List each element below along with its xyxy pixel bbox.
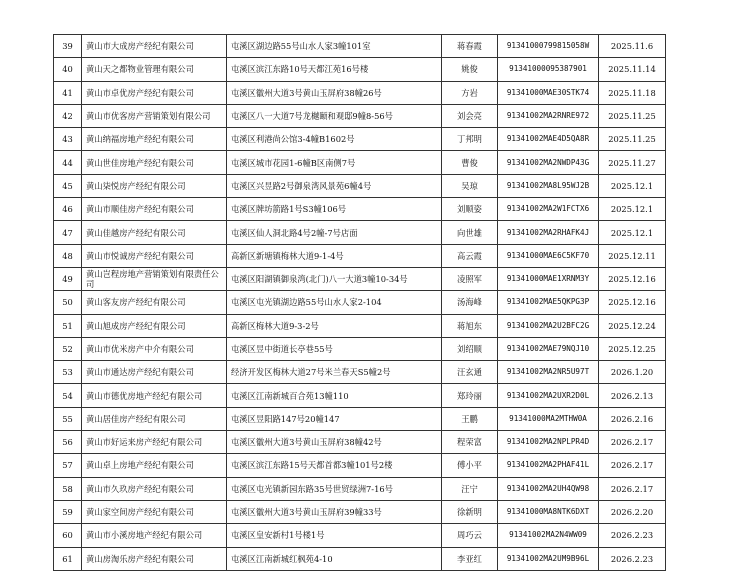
table-row xyxy=(54,547,666,570)
row-number: 46 xyxy=(54,198,82,221)
contact-person: 徐新明 xyxy=(442,500,498,523)
row-number: 53 xyxy=(54,361,82,384)
table-row xyxy=(54,58,666,81)
table-row xyxy=(54,477,666,500)
table-row xyxy=(54,291,666,314)
credit-code: 91341002MA2U2BFC2G xyxy=(498,314,599,337)
registration-date: 2025.12.1 xyxy=(599,174,666,197)
credit-code: 91341002MA2RHAFK4J xyxy=(498,221,599,244)
table-row xyxy=(54,81,666,104)
credit-code: 91341000MA8NTK6DXT xyxy=(498,500,599,523)
table-row xyxy=(54,361,666,384)
table-row xyxy=(54,128,666,151)
credit-code: 91341000MAE1XRNM3Y xyxy=(498,267,599,290)
company-name: 黄山市德优房地产经纪有限公司 xyxy=(82,384,227,407)
credit-code: 91341002MA2N4WW09 xyxy=(498,524,599,547)
credit-code: 91341002MA2RNRE972 xyxy=(498,104,599,127)
credit-code: 91341002MAE5QKPG3P xyxy=(498,291,599,314)
row-number: 41 xyxy=(54,81,82,104)
company-address: 屯溪区兴昱路2号御泉湾风景苑6幢4号 xyxy=(227,174,442,197)
company-name: 黄山佳越房产经纪有限公司 xyxy=(82,221,227,244)
company-name: 黄山市通达房产经纪有限公司 xyxy=(82,361,227,384)
registration-date: 2025.12.25 xyxy=(599,337,666,360)
table-row xyxy=(54,454,666,477)
registration-date: 2026.2.17 xyxy=(599,477,666,500)
registration-date: 2026.2.23 xyxy=(599,524,666,547)
company-name: 黄山纳福房地产经纪有限公司 xyxy=(82,128,227,151)
row-number: 42 xyxy=(54,104,82,127)
contact-person: 王鹏 xyxy=(442,407,498,430)
table-row xyxy=(54,244,666,267)
row-number: 49 xyxy=(54,267,82,290)
company-name: 黄山市悦诚房产经纪有限公司 xyxy=(82,244,227,267)
company-name: 黄山居佳房产经纪有限公司 xyxy=(82,407,227,430)
contact-person: 蒋春霞 xyxy=(442,35,498,58)
contact-person: 傅小平 xyxy=(442,454,498,477)
contact-person: 丁邦明 xyxy=(442,128,498,151)
row-number: 56 xyxy=(54,431,82,454)
registration-date: 2025.11.14 xyxy=(599,58,666,81)
contact-person: 汪宁 xyxy=(442,477,498,500)
company-address: 屯溪区阳湖镇御泉湾(北门)八一大道3幢10-34号 xyxy=(227,267,442,290)
company-address: 屯溪区屯光镇新园东路35号世贸绿洲7-16号 xyxy=(227,477,442,500)
table-row xyxy=(54,198,666,221)
company-address: 屯溪区仙人洞北路4号2幢-7号店面 xyxy=(227,221,442,244)
company-address: 高新区新塘镇梅林大道9-1-4号 xyxy=(227,244,442,267)
company-name: 黄山岂程房地产营销策划有限责任公司 xyxy=(82,267,227,290)
credit-code: 91341002MA8L95WJ2B xyxy=(498,174,599,197)
registration-date: 2025.11.6 xyxy=(599,35,666,58)
row-number: 55 xyxy=(54,407,82,430)
company-name: 黄山世佳房地产经纪有限公司 xyxy=(82,151,227,174)
row-number: 51 xyxy=(54,314,82,337)
registration-date: 2025.12.1 xyxy=(599,198,666,221)
credit-code: 91341000MA2MTHW0A xyxy=(498,407,599,430)
company-address: 屯溪区屯光镇湖边路55号山水人家2-104 xyxy=(227,291,442,314)
company-address: 屯溪区皇安新村1号楼1号 xyxy=(227,524,442,547)
company-address: 屯溪区徽州大道3号黄山玉屏府38幢26号 xyxy=(227,81,442,104)
row-number: 39 xyxy=(54,35,82,58)
contact-person: 刘会亮 xyxy=(442,104,498,127)
credit-code: 91341002MA2PHAF41L xyxy=(498,454,599,477)
contact-person: 吴琼 xyxy=(442,174,498,197)
company-address: 屯溪区八一大道7号龙樾颐和观邸9幢8-56号 xyxy=(227,104,442,127)
row-number: 52 xyxy=(54,337,82,360)
company-name: 黄山市小溪房地产经纪有限公司 xyxy=(82,524,227,547)
row-number: 40 xyxy=(54,58,82,81)
credit-code: 91341002MAE79NQJ10 xyxy=(498,337,599,360)
company-name: 黄山市优米房产中介有限公司 xyxy=(82,337,227,360)
credit-code: 91341002MA2NR5U97T xyxy=(498,361,599,384)
registration-date: 2025.11.25 xyxy=(599,104,666,127)
row-number: 61 xyxy=(54,547,82,570)
registration-date: 2026.2.13 xyxy=(599,384,666,407)
contact-person: 汪玄通 xyxy=(442,361,498,384)
table-row xyxy=(54,314,666,337)
table-row xyxy=(54,384,666,407)
registration-table xyxy=(53,34,666,571)
row-number: 54 xyxy=(54,384,82,407)
row-number: 47 xyxy=(54,221,82,244)
company-address: 屯溪区徽州大道3号黄山玉屏府38幢42号 xyxy=(227,431,442,454)
company-address: 高新区梅林大道9-3-2号 xyxy=(227,314,442,337)
registration-date: 2025.12.16 xyxy=(599,267,666,290)
company-name: 黄山市优客房产营销策划有限公司 xyxy=(82,104,227,127)
table-row xyxy=(54,267,666,290)
credit-code: 91341002MAE4D5QA8R xyxy=(498,128,599,151)
table-row xyxy=(54,407,666,430)
company-address: 屯溪区江南新城红枫苑4-10 xyxy=(227,547,442,570)
contact-person: 方岩 xyxy=(442,81,498,104)
row-number: 45 xyxy=(54,174,82,197)
credit-code: 91341002MA2UM9B96L xyxy=(498,547,599,570)
company-name: 黄山客友房产经纪有限公司 xyxy=(82,291,227,314)
company-address: 屯溪区利港尚公馆3-4幢B1602号 xyxy=(227,128,442,151)
table-body xyxy=(54,35,666,571)
contact-person: 汤海峰 xyxy=(442,291,498,314)
registration-date: 2026.2.20 xyxy=(599,500,666,523)
credit-code: 91341002MA2NPLPR4D xyxy=(498,431,599,454)
registration-date: 2025.12.1 xyxy=(599,221,666,244)
registration-date: 2025.12.16 xyxy=(599,291,666,314)
credit-code: 91341000MAE30STK74 xyxy=(498,81,599,104)
contact-person: 郑玲丽 xyxy=(442,384,498,407)
row-number: 59 xyxy=(54,500,82,523)
company-name: 黄山卓上房地产经纪有限公司 xyxy=(82,454,227,477)
registration-date: 2025.12.11 xyxy=(599,244,666,267)
credit-code: 91341002MA2UH4QW98 xyxy=(498,477,599,500)
registration-date: 2026.2.23 xyxy=(599,547,666,570)
credit-code: 91341000095387901 xyxy=(498,58,599,81)
contact-person: 蒋旭东 xyxy=(442,314,498,337)
table-row xyxy=(54,174,666,197)
contact-person: 李亚红 xyxy=(442,547,498,570)
company-name: 黄山柒悦房产经纪有限公司 xyxy=(82,174,227,197)
company-address: 屯溪区昱中街道长亭巷55号 xyxy=(227,337,442,360)
table-row xyxy=(54,524,666,547)
row-number: 44 xyxy=(54,151,82,174)
registration-date: 2025.11.27 xyxy=(599,151,666,174)
row-number: 48 xyxy=(54,244,82,267)
company-address: 屯溪区昱阳路147号20幢147 xyxy=(227,407,442,430)
registration-date: 2026.2.17 xyxy=(599,431,666,454)
credit-code: 91341000799815058W xyxy=(498,35,599,58)
company-address: 屯溪区滨江东路15号天都首都3幢101号2楼 xyxy=(227,454,442,477)
table-row xyxy=(54,151,666,174)
table-row xyxy=(54,337,666,360)
company-address: 屯溪区江南新城百合苑13幢110 xyxy=(227,384,442,407)
company-name: 黄山市大成房产经纪有限公司 xyxy=(82,35,227,58)
table-row xyxy=(54,104,666,127)
contact-person: 程荣富 xyxy=(442,431,498,454)
company-name: 黄山天之都物业管理有限公司 xyxy=(82,58,227,81)
company-name: 黄山市卓优房产经纪有限公司 xyxy=(82,81,227,104)
registration-date: 2026.2.16 xyxy=(599,407,666,430)
company-address: 屯溪区湖边路55号山水人家3幢101室 xyxy=(227,35,442,58)
contact-person: 凌照军 xyxy=(442,267,498,290)
company-name: 黄山市久玖房产经纪有限公司 xyxy=(82,477,227,500)
registration-date: 2026.2.17 xyxy=(599,454,666,477)
credit-code: 91341002MA2UXR2D0L xyxy=(498,384,599,407)
registration-date: 2025.11.25 xyxy=(599,128,666,151)
company-address: 屯溪区徽州大道3号黄山玉屏府39幢33号 xyxy=(227,500,442,523)
contact-person: 周巧云 xyxy=(442,524,498,547)
contact-person: 曹俊 xyxy=(442,151,498,174)
credit-code: 91341000MAE6C5KF70 xyxy=(498,244,599,267)
contact-person: 姚俊 xyxy=(442,58,498,81)
company-name: 黄山旭成房产经纪有限公司 xyxy=(82,314,227,337)
registration-date: 2025.11.18 xyxy=(599,81,666,104)
registration-date: 2026.1.20 xyxy=(599,361,666,384)
row-number: 43 xyxy=(54,128,82,151)
company-name: 黄山家空间房产经纪有限公司 xyxy=(82,500,227,523)
company-address: 经济开发区梅林大道27号米兰春天S5幢2号 xyxy=(227,361,442,384)
contact-person: 刘顺姿 xyxy=(442,198,498,221)
table-row xyxy=(54,221,666,244)
row-number: 58 xyxy=(54,477,82,500)
row-number: 60 xyxy=(54,524,82,547)
credit-code: 91341002MA2NWDP43G xyxy=(498,151,599,174)
table-row xyxy=(54,431,666,454)
registration-date: 2025.12.24 xyxy=(599,314,666,337)
row-number: 57 xyxy=(54,454,82,477)
contact-person: 向世雄 xyxy=(442,221,498,244)
company-address: 屯溪区城市花园1-6幢B区南侧7号 xyxy=(227,151,442,174)
contact-person: 高云霞 xyxy=(442,244,498,267)
table-row xyxy=(54,500,666,523)
row-number: 50 xyxy=(54,291,82,314)
company-name: 黄山市好运来房产经纪有限公司 xyxy=(82,431,227,454)
company-address: 屯溪区牌坊箭路1号S3幢106号 xyxy=(227,198,442,221)
company-name: 黄山房淘乐房产经纪有限公司 xyxy=(82,547,227,570)
credit-code: 91341002MA2W1FCTX6 xyxy=(498,198,599,221)
company-name: 黄山市顺佳房产经纪有限公司 xyxy=(82,198,227,221)
table-row xyxy=(54,35,666,58)
contact-person: 刘绍顺 xyxy=(442,337,498,360)
company-address: 屯溪区滨江东路10号天都江苑16号楼 xyxy=(227,58,442,81)
